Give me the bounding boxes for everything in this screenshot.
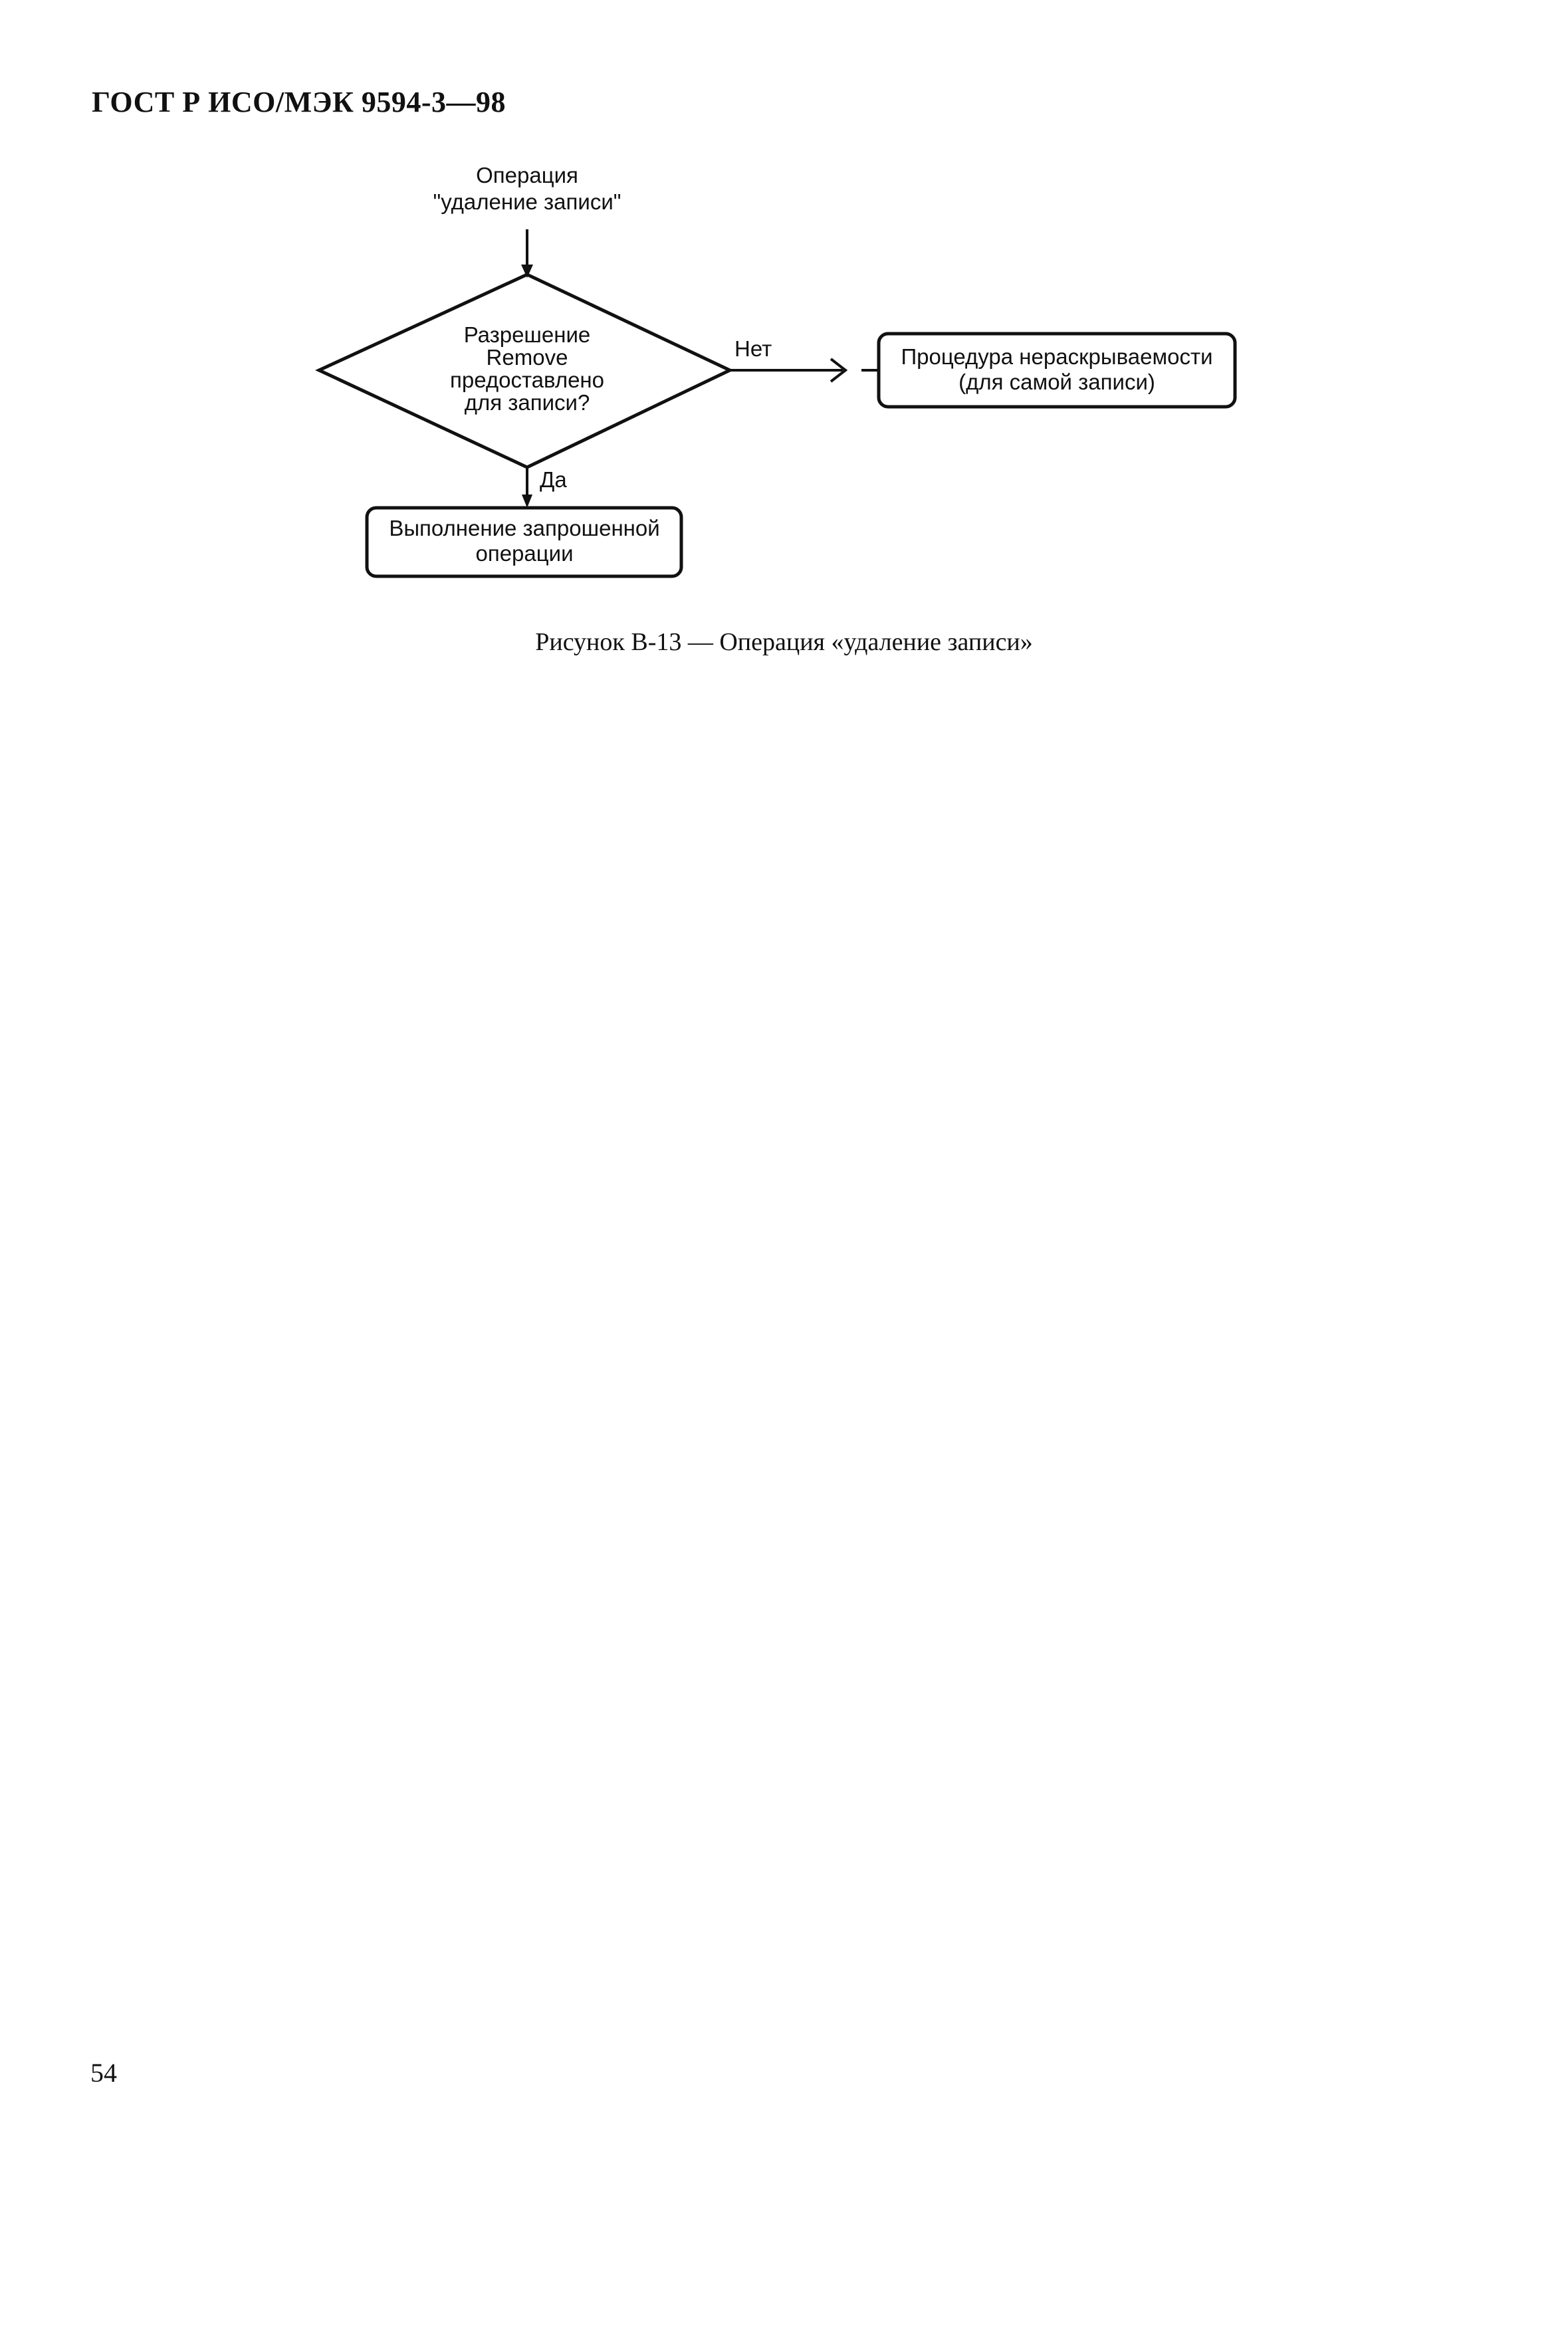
decision-line-2: Remove [486, 345, 568, 370]
no-label: Нет [734, 336, 772, 361]
flowchart [0, 0, 1568, 665]
document-header: ГОСТ Р ИСО/МЭК 9594-3—98 [92, 86, 506, 118]
no-box-line-2: (для самой записи) [958, 370, 1155, 394]
page-number: 54 [90, 2058, 117, 2088]
yes-box-line-1: Выполнение запрошенной [389, 516, 660, 540]
no-box-line-1: Процедура нераскрываемости [901, 344, 1213, 369]
figure-caption: Рисунок В-13 — Операция «удаление записи» [535, 628, 1033, 656]
yes-arrow-head [522, 495, 532, 508]
start-label-line-1: Операция [476, 163, 578, 187]
decision-line-3: предоставлено [449, 368, 605, 392]
decision-line-1: Разрешение [463, 322, 591, 347]
yes-label: Да [540, 467, 567, 492]
start-label-line-2: "удаление записи" [433, 189, 621, 214]
yes-box-line-2: операции [475, 541, 574, 566]
decision-line-4: для записи? [464, 390, 590, 415]
